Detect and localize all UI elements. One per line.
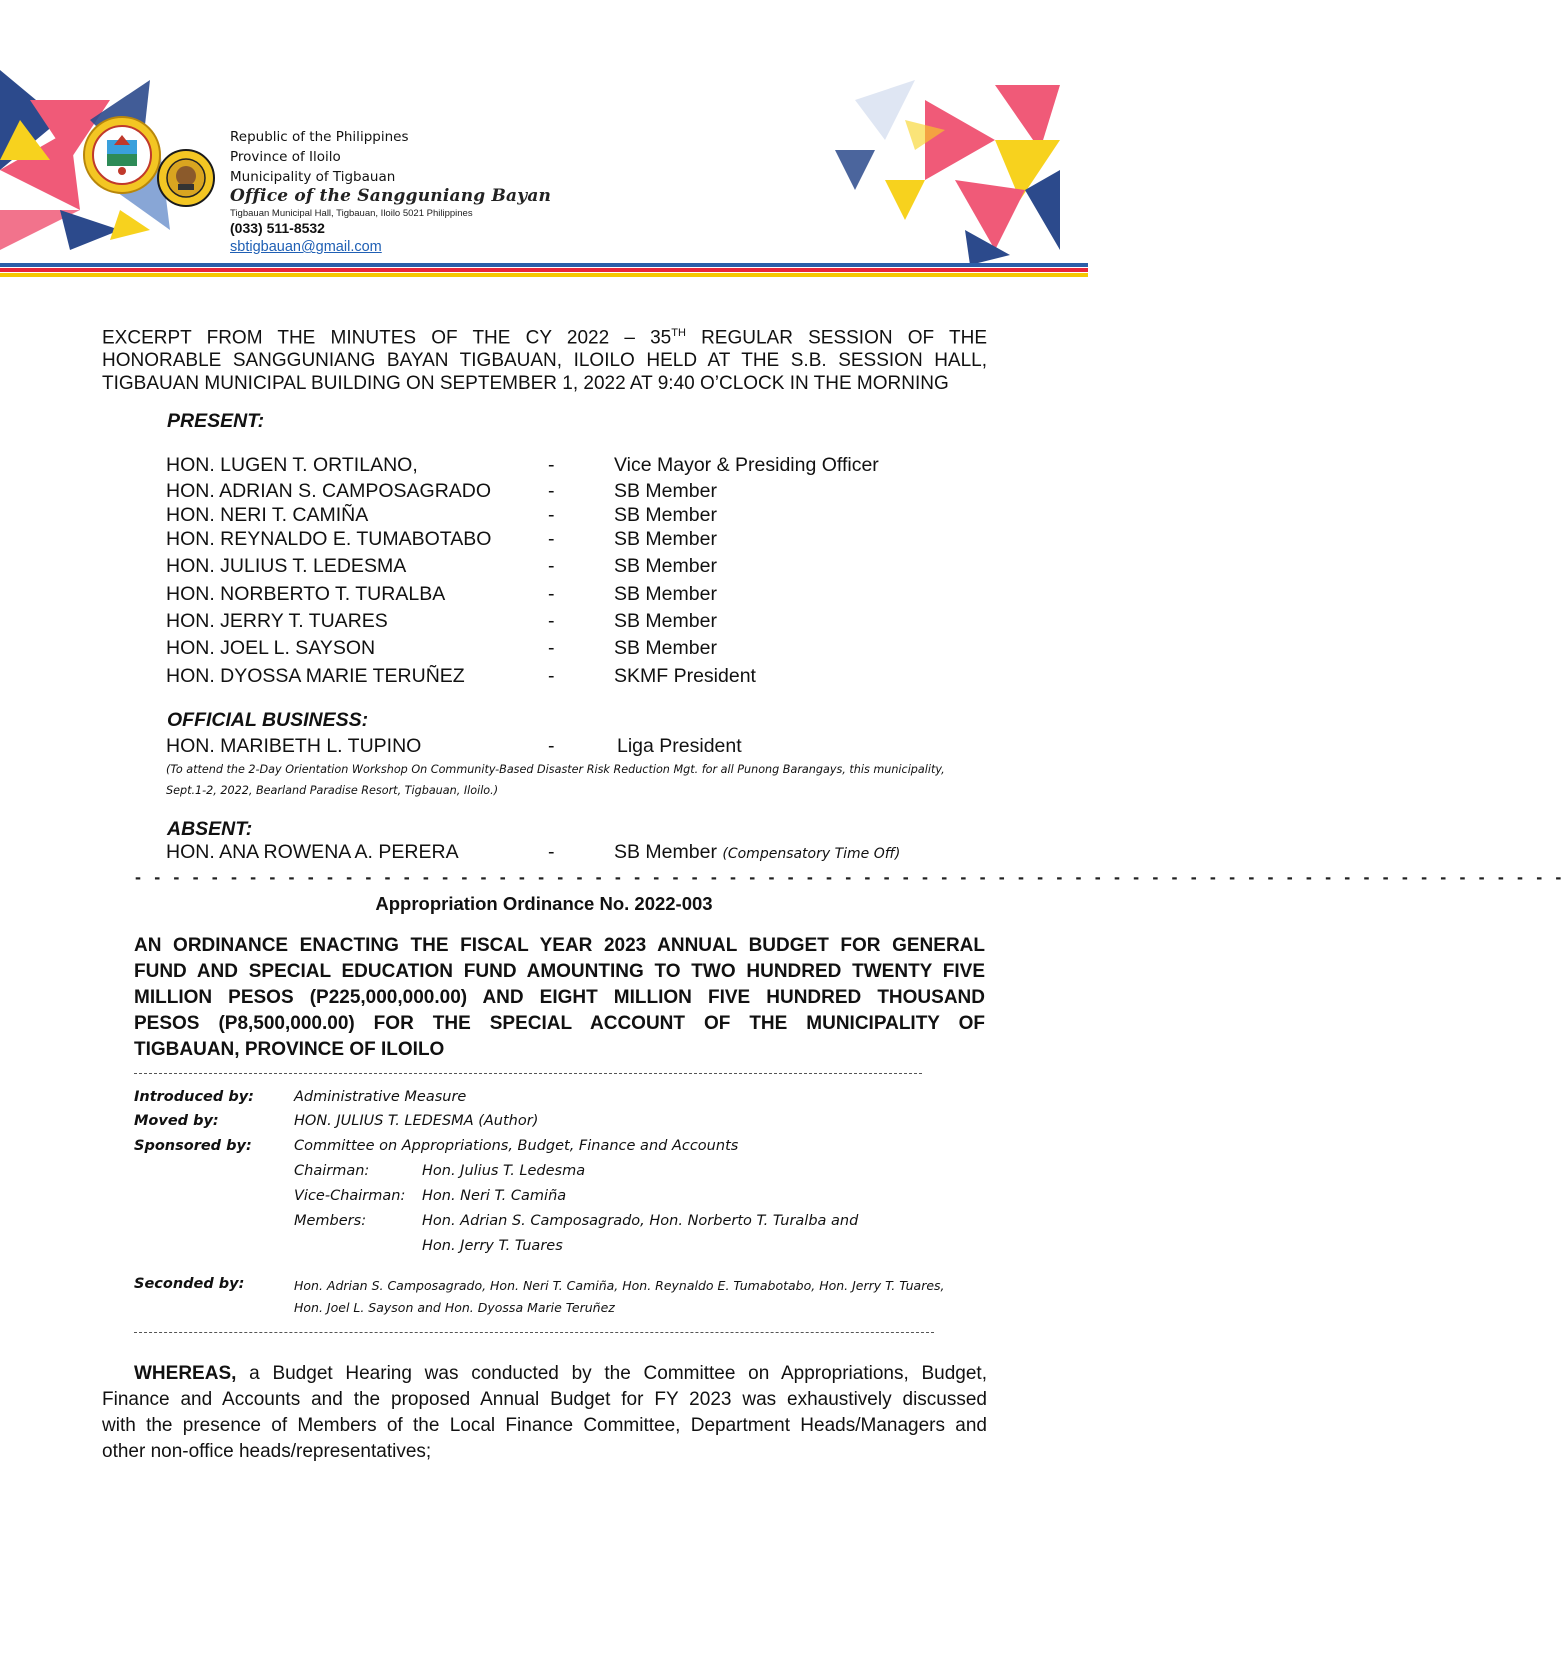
member-row (166, 637, 926, 664)
member-row (166, 454, 926, 481)
member-role: SB Member (614, 480, 717, 502)
header-stripe-yellow (0, 273, 1088, 277)
whereas-line3: with the presence of Members of the Local Finance Committee, Department Heads/Managers and (102, 1415, 987, 1436)
absent-dash: - (548, 841, 555, 863)
moved-value: HON. JULIUS T. LEDESMA (Author) (294, 1113, 539, 1129)
thin-separator-top (134, 1073, 922, 1074)
whereas-lead: WHEREAS, (134, 1363, 237, 1384)
ordinance-line: MILLION PESOS (P225,000,000.00) AND EIGHT MILLION FIVE HUNDRED THOUSAND (134, 987, 985, 1008)
member-name: HON. JERRY T. TUARES (166, 610, 388, 632)
excerpt-title (102, 322, 987, 395)
header-province: Province of Iloilo (230, 149, 341, 165)
official-business-heading: OFFICIAL BUSINESS: (167, 709, 369, 731)
municipal-seal (82, 115, 162, 195)
member-role: SB Member (614, 610, 717, 632)
member-role: SB Member (614, 637, 717, 659)
seconded-label: Seconded by: (134, 1276, 245, 1292)
member-dash: - (548, 637, 555, 659)
member-name: HON. NERI T. CAMIÑA (166, 504, 369, 526)
member-role: SKMF President (614, 665, 756, 687)
whereas-line4: other non-office heads/representatives; (102, 1441, 432, 1462)
bold-dashed-separator: - - - - - - - - - - - - - - - - - - - - - - - - - - - - - - - - - - - - - - - - - - - - - - - - - - - - - - - - - - - - - - - - - - - - - - - - - - - (135, 867, 1566, 887)
members-value-line1: Hon. Adrian S. Camposagrado, Hon. Norberto T. Turalba and (422, 1213, 859, 1229)
ordinance-line: AN ORDINANCE ENACTING THE FISCAL YEAR 2023 ANNUAL BUDGET FOR GENERAL (134, 935, 985, 956)
header-stripe-red (0, 268, 1088, 272)
members-value-line2: Hon. Jerry T. Tuares (422, 1238, 563, 1254)
header-address: Tigbauan Municipal Hall, Tigbauan, Iloilo 5021 Philippines (230, 208, 473, 219)
header-office-name: Office of the Sangguniang Bayan (230, 186, 552, 206)
introduced-label: Introduced by: (134, 1089, 254, 1105)
member-row (166, 665, 926, 692)
letterhead (0, 0, 1088, 290)
excerpt-line2: HONORABLE SANGGUNIANG BAYAN TIGBAUAN, ILOILO HELD AT THE S.B. SESSION HALL, (102, 350, 987, 372)
ob-dash: - (548, 735, 555, 757)
member-name: HON. ADRIAN S. CAMPOSAGRADO (166, 480, 492, 502)
absent-row (166, 841, 926, 868)
seconded-value-line2: Hon. Joel L. Sayson and Hon. Dyossa Marie Teruñez (294, 1300, 615, 1315)
sponsored-value: Committee on Appropriations, Budget, Finance and Accounts (294, 1138, 739, 1154)
absent-role: SB Member (614, 841, 717, 863)
vice-chairman-value: Hon. Neri T. Camiña (422, 1188, 567, 1204)
member-dash: - (548, 583, 555, 605)
absent-role-note: (Compensatory Time Off) (722, 846, 901, 862)
excerpt-line1-a: EXCERPT FROM THE MINUTES OF THE CY 2022 – 35 (102, 327, 672, 349)
member-dash: - (548, 665, 555, 687)
right-decoration (795, 80, 1060, 265)
ordinance-title (134, 933, 985, 1063)
header-republic: Republic of the Philippines (230, 129, 409, 145)
excerpt-line1-b: REGULAR SESSION OF THE (685, 327, 987, 349)
ob-name: HON. MARIBETH L. TUPINO (166, 735, 422, 757)
authorship-block (134, 1089, 1014, 1319)
chairman-value: Hon. Julius T. Ledesma (422, 1163, 586, 1179)
member-name: HON. NORBERTO T. TURALBA (166, 583, 446, 605)
member-role: SB Member (614, 504, 717, 526)
member-name: HON. JOEL L. SAYSON (166, 637, 376, 659)
member-name: HON. REYNALDO E. TUMABOTABO (166, 528, 492, 550)
member-dash: - (548, 528, 555, 550)
absent-role-wrap (614, 841, 900, 864)
member-name: HON. LUGEN T. ORTILANO, (166, 454, 418, 476)
official-business-row (166, 735, 926, 762)
member-name: HON. JULIUS T. LEDESMA (166, 555, 407, 577)
excerpt-line3: TIGBAUAN MUNICIPAL BUILDING ON SEPTEMBER 1, 2022 AT 9:40 O’CLOCK IN THE MORNING (102, 373, 949, 395)
member-dash: - (548, 454, 555, 476)
member-dash: - (548, 610, 555, 632)
ob-note-line1: (To attend the 2-Day Orientation Workshop On Community-Based Disaster Risk Reduction Mgt. for all Punong Barangays, this municipality, (166, 763, 945, 776)
present-heading: PRESENT: (167, 410, 265, 432)
whereas-paragraph (102, 1361, 987, 1465)
member-role: SB Member (614, 528, 717, 550)
member-role: SB Member (614, 555, 717, 577)
member-row (166, 504, 926, 531)
ordinance-line: FUND AND SPECIAL EDUCATION FUND AMOUNTING TO TWO HUNDRED TWENTY FIVE (134, 961, 985, 982)
vice-chairman-label: Vice-Chairman: (294, 1188, 406, 1204)
header-municipality: Municipality of Tigbauan (230, 169, 396, 185)
thin-separator-bottom (134, 1332, 934, 1333)
introduced-value: Administrative Measure (294, 1089, 467, 1105)
absent-heading: ABSENT: (167, 818, 253, 840)
ordinance-number: Appropriation Ordinance No. 2022-003 (375, 893, 713, 914)
official-business-note (166, 759, 1006, 801)
member-row (166, 583, 926, 610)
excerpt-line1-sup: TH (671, 327, 686, 339)
member-row (166, 610, 926, 637)
member-row (166, 480, 926, 507)
header-stripe-blue (0, 263, 1088, 267)
sangguniang-bayan-seal (156, 148, 216, 208)
header-email-link[interactable]: sbtigbauan@gmail.com (230, 239, 382, 255)
member-name: HON. DYOSSA MARIE TERUÑEZ (166, 665, 465, 687)
whereas-line1-rest: a Budget Hearing was conducted by the Committee on Appropriations, Budget, (236, 1363, 987, 1384)
ob-note-line2: Sept.1-2, 2022, Bearland Paradise Resort, Tigbauan, Iloilo.) (166, 784, 499, 797)
ordinance-line: PESOS (P8,500,000.00) FOR THE SPECIAL ACCOUNT OF THE MUNICIPALITY OF (134, 1013, 985, 1034)
ob-role: Liga President (617, 735, 742, 757)
whereas-line1 (102, 1361, 987, 1387)
member-dash: - (548, 504, 555, 526)
member-role: SB Member (614, 583, 717, 605)
chairman-label: Chairman: (294, 1163, 370, 1179)
member-row (166, 555, 926, 582)
absent-name: HON. ANA ROWENA A. PERERA (166, 841, 459, 863)
member-dash: - (548, 480, 555, 502)
sponsored-label: Sponsored by: (134, 1138, 252, 1154)
seconded-value-line1: Hon. Adrian S. Camposagrado, Hon. Neri T. Camiña, Hon. Reynaldo E. Tumabotabo, Hon. Jerry T. Tuares, (294, 1278, 945, 1293)
header-phone: (033) 511-8532 (230, 220, 325, 236)
member-dash: - (548, 555, 555, 577)
moved-label: Moved by: (134, 1113, 219, 1129)
member-row (166, 528, 926, 555)
members-label: Members: (294, 1213, 367, 1229)
ordinance-line: TIGBAUAN, PROVINCE OF ILOILO (134, 1039, 445, 1060)
member-role: Vice Mayor & Presiding Officer (614, 454, 879, 476)
whereas-line2: Finance and Accounts and the proposed Annual Budget for FY 2023 was exhaustively discussed (102, 1389, 987, 1410)
